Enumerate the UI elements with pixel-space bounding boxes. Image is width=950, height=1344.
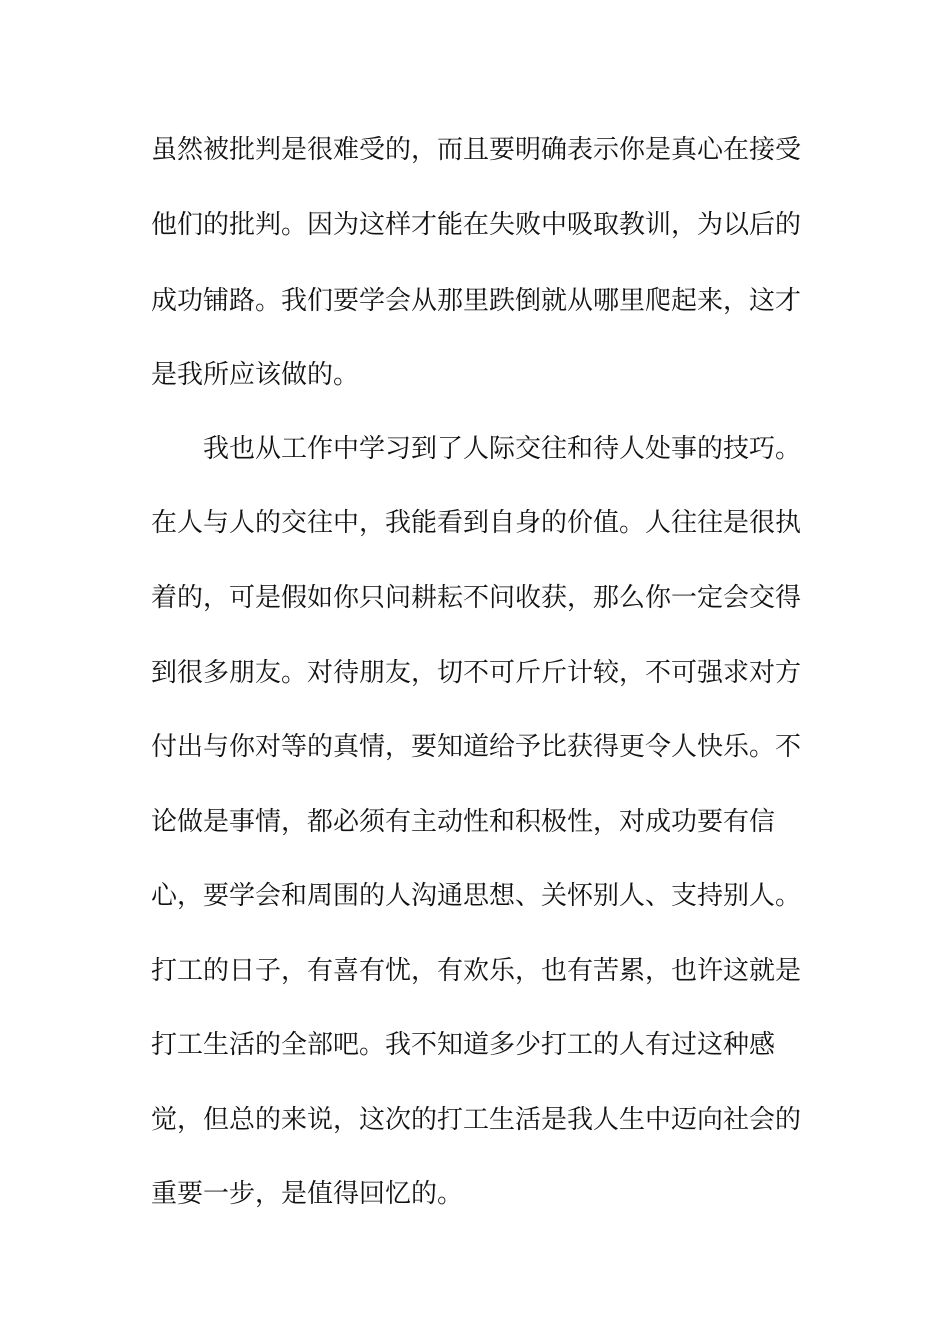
text-line: 虽然被批判是很难受的，而且要明确表示你是真心在接受 xyxy=(151,135,802,165)
text-line: 付出与你对等的真情，要知道给予比获得更令人快乐。不 xyxy=(151,732,802,762)
text-line: 是我所应该做的。 xyxy=(151,360,360,390)
text-line: 在人与人的交往中，我能看到自身的价值。人往往是很执 xyxy=(151,508,802,538)
text-line: 重要一步，是值得回忆的。 xyxy=(151,1179,464,1209)
text-line: 论做是事情，都必须有主动性和积极性，对成功要有信 xyxy=(151,807,776,837)
paragraph-first-line: 我也从工作中学习到了人际交往和待人处事的技巧。 xyxy=(203,434,802,464)
text-line: 打工的日子，有喜有忧，有欢乐，也有苦累，也许这就是 xyxy=(151,956,802,986)
text-line: 着的，可是假如你只问耕耘不问收获，那么你一定会交得 xyxy=(151,583,802,613)
text-line: 觉，但总的来说，这次的打工生活是我人生中迈向社会的 xyxy=(151,1105,802,1135)
text-line: 打工生活的全部吧。我不知道多少打工的人有过这种感 xyxy=(151,1030,776,1060)
text-line: 成功铺路。我们要学会从那里跌倒就从哪里爬起来，这才 xyxy=(151,286,802,316)
text-line: 到很多朋友。对待朋友，切不可斤斤计较，不可强求对方 xyxy=(151,658,802,688)
text-line: 心，要学会和周围的人沟通思想、关怀别人、支持别人。 xyxy=(151,881,802,911)
text-line: 他们的批判。因为这样才能在失败中吸取教训，为以后的 xyxy=(151,210,802,240)
